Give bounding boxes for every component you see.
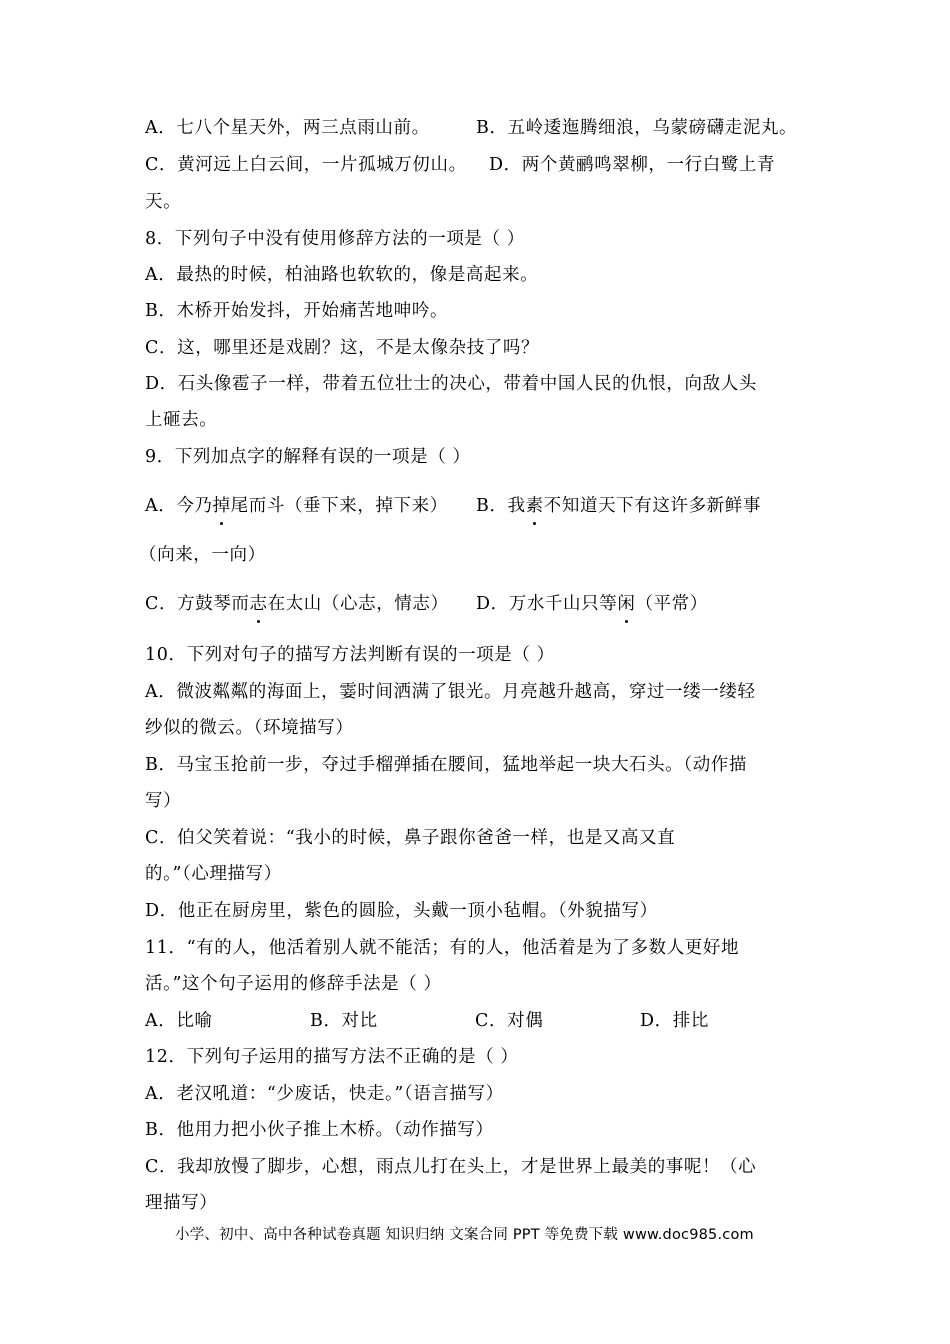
question-8-option-b: B．木桥开始发抖，开始痛苦地呻吟。	[145, 301, 449, 321]
question-11-option-a: A．比喻	[145, 1011, 213, 1031]
option-line	[489, 153, 775, 177]
question-12-option-a: A．老汉吼道：“少废话，快走。”（语言描写）	[145, 1084, 504, 1104]
dotted-char: 闲	[617, 594, 636, 614]
question-8-option-d: D．石头像雹子一样，带着五位壮士的决心，带着中国人民的仇恨，向敌人头	[145, 374, 757, 394]
page-footer: 小学、初中、高中各种试卷真题 知识归纳 文案合同 PPT 等免费下载 www.doc985.com	[175, 1227, 754, 1243]
question-11-cont: 活。”这个句子运用的修辞手法是（ ）	[145, 974, 442, 994]
option-line	[145, 153, 467, 177]
question-10-option-b-cont: 写）	[145, 791, 182, 811]
question-8-option-a: A．最热的时候，柏油路也软软的，像是高起来。	[145, 265, 539, 285]
text: A．今乃	[145, 496, 213, 516]
question-12-option-b: B．他用力把小伙子推上木桥。（动作描写）	[145, 1120, 494, 1140]
question-10-option-b: B．马宝玉抢前一步，夺过手榴弹插在腰间，猛地举起一块大石头。（动作描	[145, 755, 748, 775]
question-12-option-c: C．我却放慢了脚步，心想，雨点儿打在头上，才是世界上最美的事呢！（心	[145, 1157, 757, 1177]
dotted-char: 志	[249, 594, 268, 614]
option-line	[145, 116, 430, 140]
dotted-char: 素	[525, 496, 544, 516]
question-9: 9．下列加点字的解释有误的一项是（ ）	[145, 447, 471, 467]
question-9-option-a	[145, 494, 448, 518]
question-10: 10．下列对句子的描写方法判断有误的一项是（ ）	[145, 645, 555, 665]
question-9-option-d	[476, 592, 708, 616]
option-b-text: B．五岭逶迤腾细浪，乌蒙磅礴走泥丸。	[476, 118, 798, 138]
question-11-option-c: C．对偶	[475, 1011, 544, 1031]
option-d-text: D．两个黄鹂鸣翠柳，一行白鹭上青	[489, 155, 776, 175]
question-10-option-a-cont: 纱似的微云。（环境描写）	[145, 718, 354, 738]
text: C．方鼓琴而	[145, 594, 250, 614]
question-11-option-d: D．排比	[640, 1011, 709, 1031]
question-11-option-b: B．对比	[310, 1011, 378, 1031]
question-10-option-c-cont: 的。”（心理描写）	[145, 864, 282, 884]
question-12-option-c-cont: 理描写）	[145, 1193, 218, 1213]
text: 在太山（心志，情志）	[267, 594, 449, 614]
dotted-char: 掉	[212, 496, 231, 516]
question-10-option-a: A．微波粼粼的海面上，霎时间洒满了银光。月亮越升越高，穿过一缕一缕轻	[145, 682, 756, 702]
option-c-text: C．黄河远上白云间，一片孤城万仞山。	[145, 155, 467, 175]
question-8-option-d-cont: 上砸去。	[145, 410, 218, 430]
option-line	[476, 116, 797, 140]
text: B．我	[476, 496, 526, 516]
text: （平常）	[635, 594, 708, 614]
question-8-option-c: C．这，哪里还是戏剧？这，不是太像杂技了吗？	[145, 338, 540, 358]
option-a-text: A．七八个星天外，两三点雨山前。	[145, 118, 430, 138]
question-12: 12．下列句子运用的描写方法不正确的是（ ）	[145, 1047, 519, 1067]
question-9-option-c	[145, 592, 449, 616]
text: D．万水千山只等	[476, 594, 618, 614]
question-9-option-b	[476, 494, 761, 518]
question-9-option-b-cont: （向来，一向）	[139, 545, 266, 565]
text: 不知道天下有这许多新鲜事	[543, 496, 761, 516]
question-10-option-d: D．他正在厨房里，紫色的圆脸，头戴一顶小毡帽。（外貌描写）	[145, 901, 658, 921]
question-10-option-c: C．伯父笑着说：“我小的时候，鼻子跟你爸爸一样，也是又高又直	[145, 828, 676, 848]
text: 尾而斗（垂下来，掉下来）	[230, 496, 448, 516]
question-11: 11．“有的人，他活着别人就不能活；有的人，他活着是为了多数人更好地	[145, 938, 740, 958]
continuation-line: 天。	[145, 192, 182, 212]
question-8: 8．下列句子中没有使用修辞方法的一项是（ ）	[145, 229, 525, 249]
